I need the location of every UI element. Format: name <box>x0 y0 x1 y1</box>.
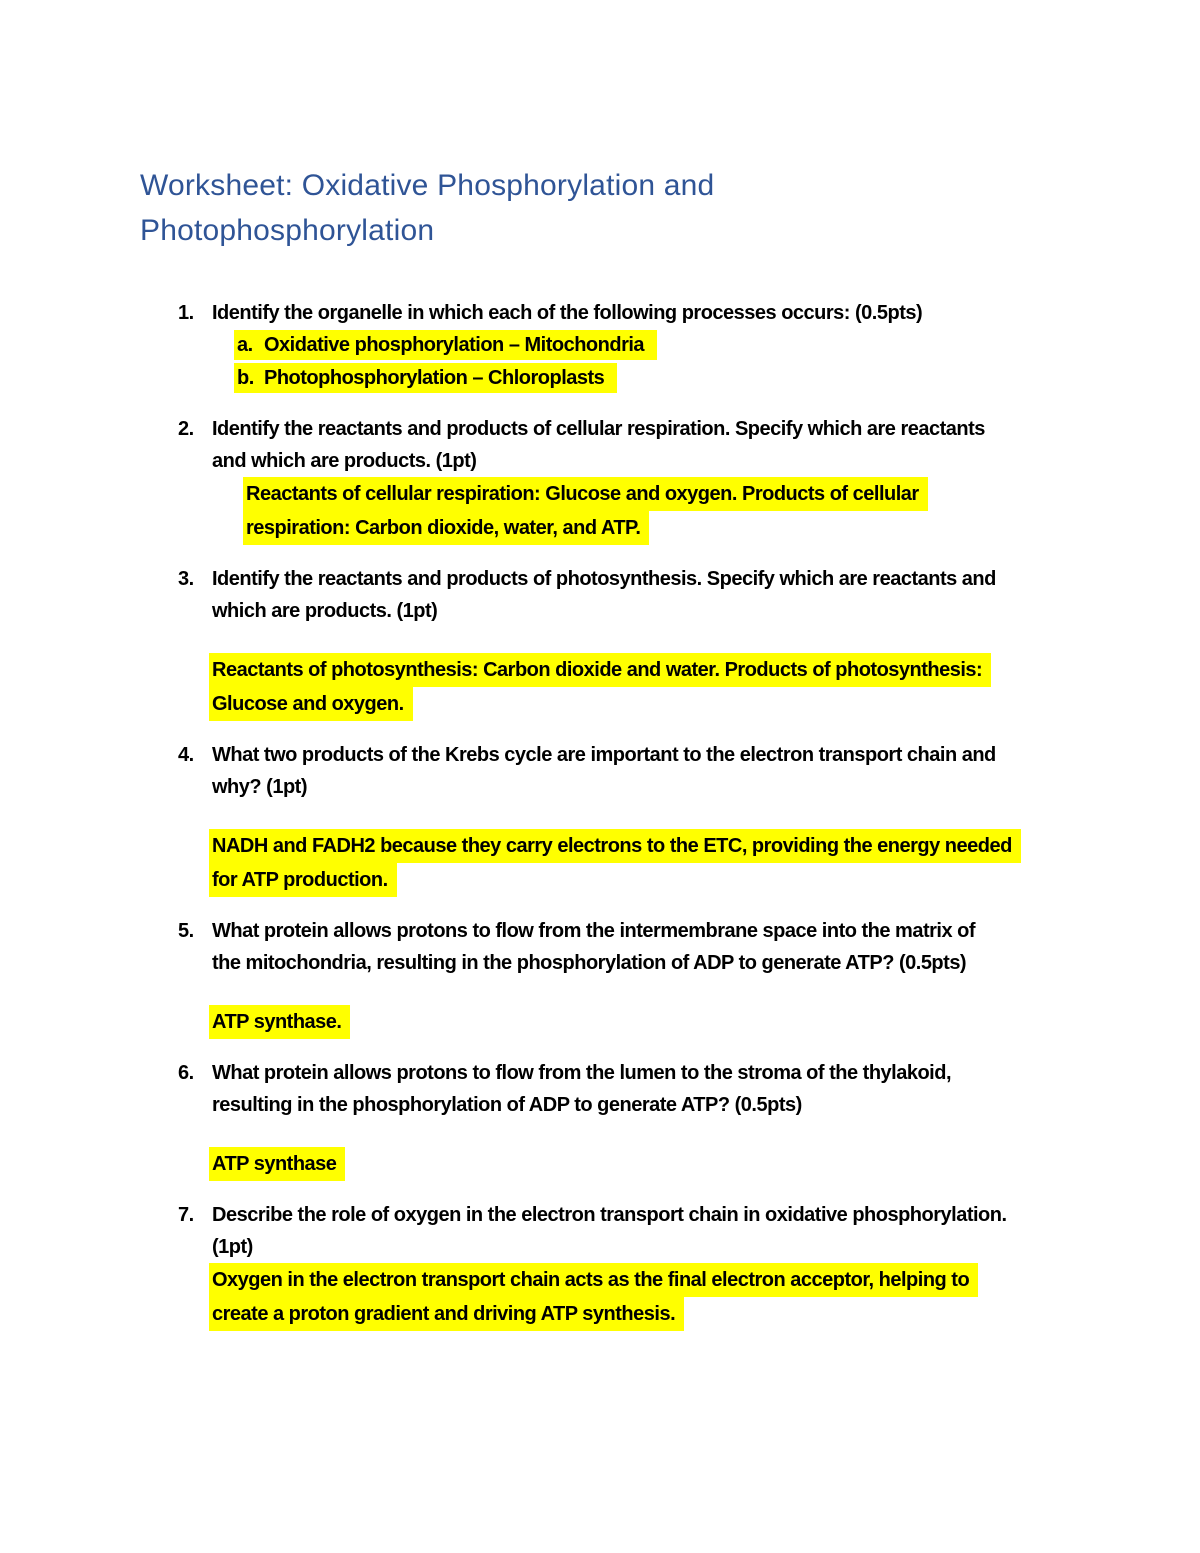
question-1 <box>140 297 1160 395</box>
sub-item-a-marker: a. <box>237 334 253 356</box>
question-number: 4. <box>178 744 194 766</box>
answer-6 <box>212 1147 1160 1181</box>
sub-item-b-highlight <box>234 363 617 393</box>
question-5-line <box>140 915 1160 979</box>
question-3-line <box>140 563 1160 627</box>
sub-item-b-marker: b. <box>237 367 254 389</box>
answer-2 <box>246 477 1160 545</box>
question-number: 6. <box>178 1062 194 1084</box>
sub-item-a-text: Oxidative phosphorylation – Mitochondria <box>264 334 645 356</box>
question-5 <box>140 915 1160 1039</box>
question-text: Identify the reactants and products of cellular respiration. Specify which are reactants and which are products. (1pt) <box>212 418 985 472</box>
question-7-line <box>140 1199 1160 1263</box>
question-3 <box>140 563 1160 721</box>
answer-5-highlight: ATP synthase. <box>209 1005 350 1039</box>
question-text: Identify the organelle in which each of the following processes occurs: (0.5pts) <box>212 302 923 324</box>
answer-4 <box>212 829 1160 897</box>
question-6-line <box>140 1057 1160 1121</box>
question-text: What two products of the Krebs cycle are important to the electron transport chain and why? (1pt) <box>212 744 996 798</box>
question-text: What protein allows protons to flow from the intermembrane space into the matrix of the mitochondria, resulting in the phosphorylation of ADP to generate ATP? (0.5pts) <box>212 920 976 974</box>
question-7 <box>140 1199 1160 1331</box>
answer-7-highlight: Oxygen in the electron transport chain acts as the final electron acceptor, helping to create a proton gradient and driving ATP synthesis. <box>209 1263 978 1331</box>
question-4 <box>140 739 1160 897</box>
question-1-line <box>140 297 1160 329</box>
sub-item-a <box>237 329 1160 362</box>
answer-5 <box>212 1005 1160 1039</box>
answer-6-highlight: ATP synthase <box>209 1147 345 1181</box>
sub-item-b-text: Photophosphorylation – Chloroplasts <box>264 367 605 389</box>
sub-item-b <box>237 362 1160 395</box>
question-2 <box>140 413 1160 545</box>
question-6 <box>140 1057 1160 1181</box>
question-text: Identify the reactants and products of photosynthesis. Specify which are reactants and which are products. (1pt) <box>212 568 996 622</box>
question-2-line <box>140 413 1160 477</box>
answer-3-highlight: Reactants of photosynthesis: Carbon dioxide and water. Products of photosynthesis: Glucose and oxygen. <box>209 653 991 721</box>
question-number: 2. <box>178 418 194 440</box>
sub-item-a-highlight <box>234 330 657 360</box>
answer-7 <box>212 1263 1160 1331</box>
answer-3 <box>212 653 1160 721</box>
question-number: 5. <box>178 920 194 942</box>
question-number: 1. <box>178 302 194 324</box>
question-4-line <box>140 739 1160 803</box>
answer-2-highlight: Reactants of cellular respiration: Glucose and oxygen. Products of cellular respiration: Carbon dioxide, water, and ATP. <box>243 477 928 545</box>
question-number: 7. <box>178 1204 194 1226</box>
question-text: What protein allows protons to flow from the lumen to the stroma of the thylakoid, resulting in the phosphorylation of ADP to generate ATP? (0.5pts) <box>212 1062 952 1116</box>
question-number: 3. <box>178 568 194 590</box>
page-title: Worksheet: Oxidative Phosphorylation and Photophosphorylation <box>140 169 715 247</box>
answer-4-highlight: NADH and FADH2 because they carry electrons to the ETC, providing the energy needed for ATP production. <box>209 829 1021 897</box>
question-text: Describe the role of oxygen in the electron transport chain in oxidative phosphorylation. (1pt) <box>212 1204 1007 1258</box>
